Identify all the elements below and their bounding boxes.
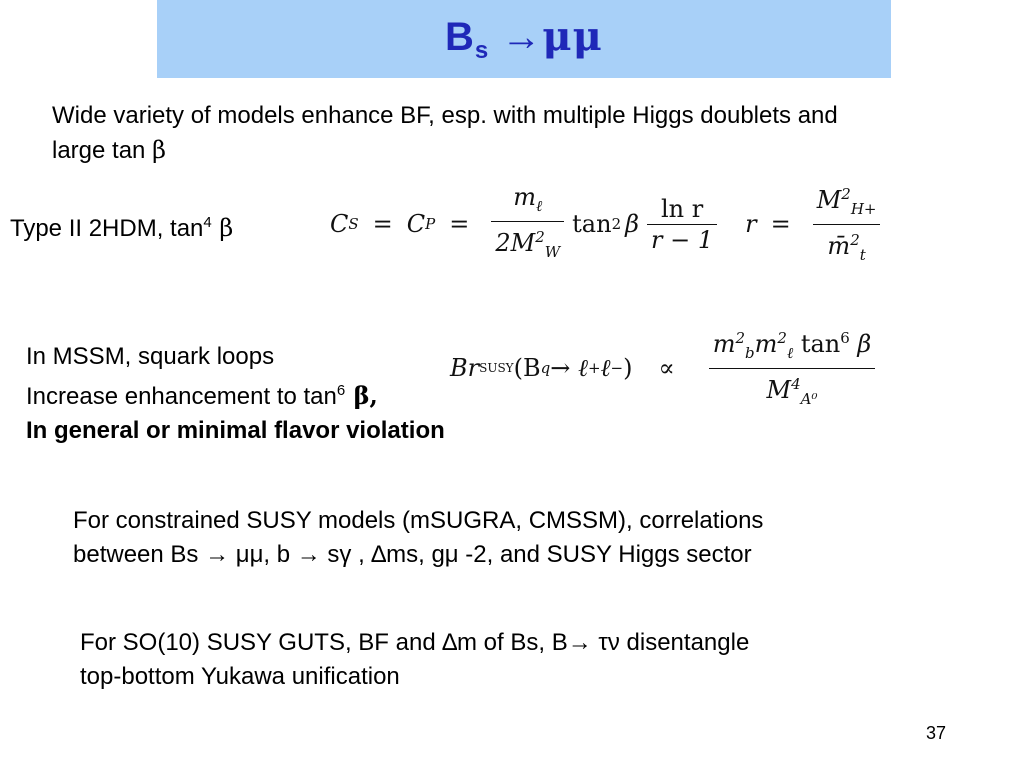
formula-mssm: Br SUSY (B q → ℓ + ℓ − ) ∝ $\frac{m^2_bm^2_\ell \tan^6 \beta}{M^4_{A^0}}$	[450, 330, 883, 406]
so10-text: For SO(10) SUSY GUTS, BF and ∆m of Bs, B→ τν disentangle top-bottom Yukawa unification	[80, 629, 750, 690]
formula-2hdm: C S = C P = $\frac{m_\ell}{2M^2_W}$ tan 2 β $\frac{\text{ln r}}{r - 1}$ r = $\frac{M^2_{H+}}{m̄^2_t}$	[330, 186, 888, 262]
constrained-susy-text: For constrained SUSY models (mSUGRA, CMSSM), correlations between Bs → μμ, b → sγ , ∆ms, gμ -2, and SUSY Higgs sector	[73, 507, 764, 568]
intro-text: Wide variety of models enhance BF, esp. with multiple Higgs doublets and large tan β	[52, 102, 838, 164]
slide-title: $B_s \to\mu\mu$	[445, 13, 603, 64]
type2-label: Type II 2HDM, $\tan^4 \beta$	[10, 214, 234, 242]
title-bar	[157, 0, 891, 78]
page-number: 37	[925, 723, 946, 743]
mssm-text: In MSSM, squark loops Increase enhancement to $\tan^6 \beta$, In general or minimal flavor violation	[26, 343, 445, 444]
